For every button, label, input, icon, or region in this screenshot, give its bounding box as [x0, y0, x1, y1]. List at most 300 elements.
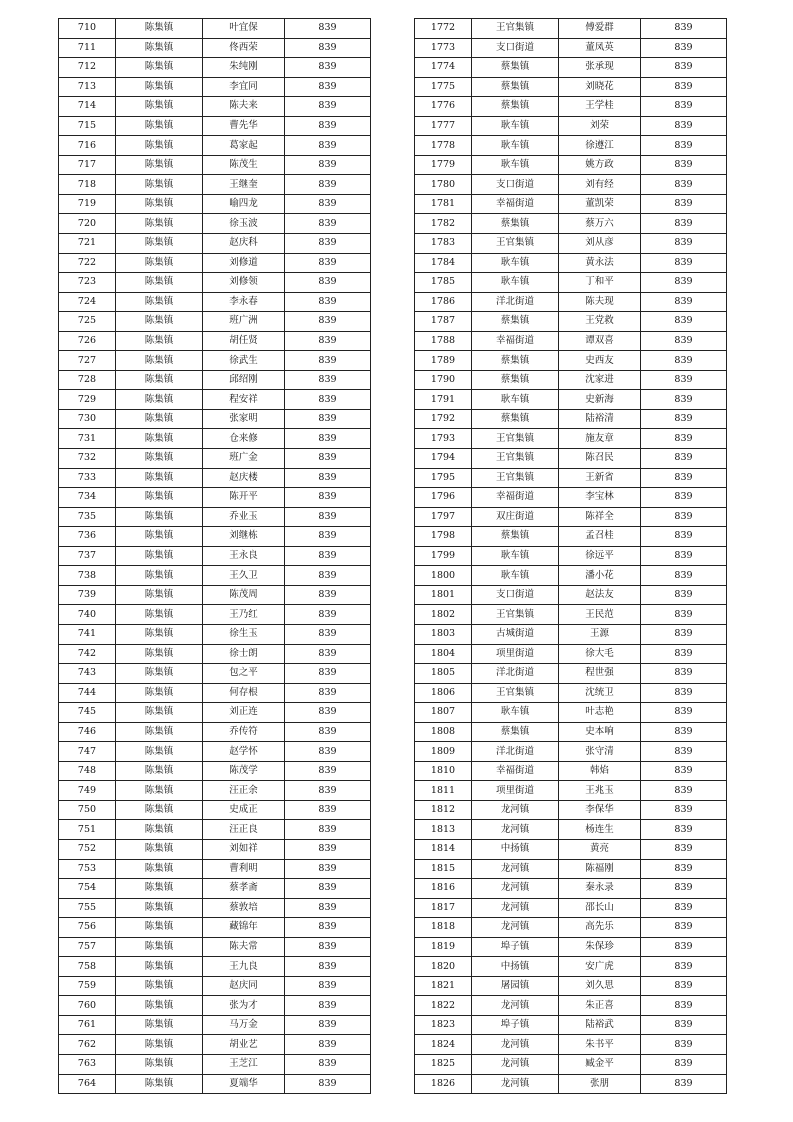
- name-cell: 傅爱群: [559, 19, 641, 39]
- table-row: [415, 449, 727, 469]
- name-cell: 安广虎: [559, 957, 641, 977]
- table-row: [415, 1074, 727, 1094]
- table-row: [415, 644, 727, 664]
- name-cell: 王永良: [203, 546, 285, 566]
- name-cell: 葛家起: [203, 136, 285, 156]
- name-cell: 徐玉波: [203, 214, 285, 234]
- name-cell: 叶宜保: [203, 19, 285, 39]
- name-cell: 朱纯刚: [203, 58, 285, 78]
- town-cell: 蔡集镇: [472, 58, 559, 78]
- town-cell: 龙河镇: [472, 1074, 559, 1094]
- amount-cell: 839: [641, 566, 727, 586]
- amount-cell: 839: [285, 976, 371, 996]
- serial-number-cell: 712: [59, 58, 116, 78]
- serial-number-cell: 1820: [415, 957, 472, 977]
- name-cell: 陈祥全: [559, 507, 641, 527]
- amount-cell: 839: [641, 390, 727, 410]
- town-cell: 陈集镇: [116, 155, 203, 175]
- table-row: [415, 77, 727, 97]
- amount-cell: 839: [641, 879, 727, 899]
- town-cell: 陈集镇: [116, 918, 203, 938]
- serial-number-cell: 761: [59, 1015, 116, 1035]
- town-cell: 埠子镇: [472, 1015, 559, 1035]
- amount-cell: 839: [641, 273, 727, 293]
- town-cell: 支口街道: [472, 175, 559, 195]
- town-cell: 陈集镇: [116, 976, 203, 996]
- name-cell: 姚方政: [559, 155, 641, 175]
- town-cell: 蔡集镇: [472, 351, 559, 371]
- name-cell: 曹利明: [203, 859, 285, 879]
- serial-number-cell: 1782: [415, 214, 472, 234]
- name-cell: 朱书平: [559, 1035, 641, 1055]
- serial-number-cell: 714: [59, 97, 116, 117]
- table-row: [59, 370, 371, 390]
- name-cell: 陆裕清: [559, 409, 641, 429]
- amount-cell: 839: [285, 937, 371, 957]
- name-cell: 汪正余: [203, 781, 285, 801]
- amount-cell: 839: [285, 585, 371, 605]
- name-cell: 刘荣: [559, 116, 641, 136]
- serial-number-cell: 1807: [415, 703, 472, 723]
- amount-cell: 839: [641, 761, 727, 781]
- table-row: [59, 351, 371, 371]
- serial-number-cell: 740: [59, 605, 116, 625]
- roster-table-right-body: [415, 19, 727, 1094]
- town-cell: 陈集镇: [116, 116, 203, 136]
- table-row: [59, 1035, 371, 1055]
- table-row: [59, 116, 371, 136]
- serial-number-cell: 1805: [415, 664, 472, 684]
- serial-number-cell: 747: [59, 742, 116, 762]
- table-row: [59, 429, 371, 449]
- table-row: [59, 722, 371, 742]
- roster-table-right: [414, 18, 727, 1094]
- table-row: [59, 957, 371, 977]
- town-cell: 幸福街道: [472, 194, 559, 214]
- town-cell: 陈集镇: [116, 546, 203, 566]
- serial-number-cell: 727: [59, 351, 116, 371]
- table-row: [415, 937, 727, 957]
- serial-number-cell: 1821: [415, 976, 472, 996]
- table-row: [59, 312, 371, 332]
- serial-number-cell: 1789: [415, 351, 472, 371]
- serial-number-cell: 721: [59, 234, 116, 254]
- table-row: [59, 546, 371, 566]
- name-cell: 陈夫常: [203, 937, 285, 957]
- town-cell: 陈集镇: [116, 273, 203, 293]
- serial-number-cell: 738: [59, 566, 116, 586]
- table-row: [415, 38, 727, 58]
- name-cell: 蔡万六: [559, 214, 641, 234]
- table-row: [59, 58, 371, 78]
- amount-cell: 839: [285, 898, 371, 918]
- amount-cell: 839: [285, 800, 371, 820]
- town-cell: 陈集镇: [116, 664, 203, 684]
- table-row: [59, 664, 371, 684]
- serial-number-cell: 1786: [415, 292, 472, 312]
- town-cell: 耿车镇: [472, 253, 559, 273]
- serial-number-cell: 1813: [415, 820, 472, 840]
- amount-cell: 839: [285, 351, 371, 371]
- name-cell: 陈夫来: [203, 97, 285, 117]
- amount-cell: 839: [641, 253, 727, 273]
- amount-cell: 839: [285, 1054, 371, 1074]
- amount-cell: 839: [285, 546, 371, 566]
- serial-number-cell: 749: [59, 781, 116, 801]
- serial-number-cell: 752: [59, 839, 116, 859]
- name-cell: 徐远平: [559, 546, 641, 566]
- table-row: [59, 77, 371, 97]
- table-row: [415, 761, 727, 781]
- name-cell: 包之平: [203, 664, 285, 684]
- serial-number-cell: 722: [59, 253, 116, 273]
- serial-number-cell: 1811: [415, 781, 472, 801]
- amount-cell: 839: [641, 605, 727, 625]
- table-row: [415, 214, 727, 234]
- amount-cell: 839: [641, 585, 727, 605]
- serial-number-cell: 746: [59, 722, 116, 742]
- town-cell: 耿车镇: [472, 273, 559, 293]
- town-cell: 陈集镇: [116, 527, 203, 547]
- town-cell: 蔡集镇: [472, 97, 559, 117]
- name-cell: 史西友: [559, 351, 641, 371]
- amount-cell: 839: [641, 429, 727, 449]
- name-cell: 韩焰: [559, 761, 641, 781]
- amount-cell: 839: [641, 409, 727, 429]
- serial-number-cell: 763: [59, 1054, 116, 1074]
- table-row: [415, 839, 727, 859]
- town-cell: 陈集镇: [116, 292, 203, 312]
- table-row: [415, 234, 727, 254]
- table-row: [415, 507, 727, 527]
- amount-cell: 839: [285, 957, 371, 977]
- town-cell: 陈集镇: [116, 136, 203, 156]
- roster-table-left-body: [59, 19, 371, 1094]
- name-cell: 王源: [559, 624, 641, 644]
- amount-cell: 839: [285, 253, 371, 273]
- serial-number-cell: 711: [59, 38, 116, 58]
- table-row: [415, 800, 727, 820]
- amount-cell: 839: [285, 312, 371, 332]
- table-row: [59, 175, 371, 195]
- table-row: [415, 1035, 727, 1055]
- town-cell: 洋北街道: [472, 292, 559, 312]
- town-cell: 幸福街道: [472, 331, 559, 351]
- serial-number-cell: 760: [59, 996, 116, 1016]
- table-row: [59, 781, 371, 801]
- town-cell: 龙河镇: [472, 996, 559, 1016]
- amount-cell: 839: [285, 175, 371, 195]
- table-row: [59, 468, 371, 488]
- serial-number-cell: 1780: [415, 175, 472, 195]
- town-cell: 陈集镇: [116, 879, 203, 899]
- name-cell: 曹先华: [203, 116, 285, 136]
- amount-cell: 839: [641, 624, 727, 644]
- table-row: [59, 234, 371, 254]
- amount-cell: 839: [285, 449, 371, 469]
- amount-cell: 839: [641, 38, 727, 58]
- amount-cell: 839: [641, 19, 727, 39]
- roster-table-left: [58, 18, 371, 1094]
- town-cell: 支口街道: [472, 38, 559, 58]
- serial-number-cell: 1823: [415, 1015, 472, 1035]
- name-cell: 乔业玉: [203, 507, 285, 527]
- town-cell: 陈集镇: [116, 507, 203, 527]
- town-cell: 陈集镇: [116, 58, 203, 78]
- amount-cell: 839: [285, 38, 371, 58]
- table-row: [415, 370, 727, 390]
- amount-cell: 839: [641, 1054, 727, 1074]
- name-cell: 王乃红: [203, 605, 285, 625]
- table-row: [415, 664, 727, 684]
- town-cell: 陈集镇: [116, 175, 203, 195]
- table-row: [59, 19, 371, 39]
- table-row: [415, 722, 727, 742]
- serial-number-cell: 1787: [415, 312, 472, 332]
- name-cell: 张守清: [559, 742, 641, 762]
- name-cell: 陈福刚: [559, 859, 641, 879]
- serial-number-cell: 732: [59, 449, 116, 469]
- table-row: [415, 996, 727, 1016]
- amount-cell: 839: [285, 879, 371, 899]
- serial-number-cell: 1800: [415, 566, 472, 586]
- serial-number-cell: 755: [59, 898, 116, 918]
- amount-cell: 839: [641, 234, 727, 254]
- table-row: [59, 742, 371, 762]
- amount-cell: 839: [285, 136, 371, 156]
- serial-number-cell: 1783: [415, 234, 472, 254]
- name-cell: 李保华: [559, 800, 641, 820]
- name-cell: 张为才: [203, 996, 285, 1016]
- town-cell: 龙河镇: [472, 918, 559, 938]
- amount-cell: 839: [641, 781, 727, 801]
- name-cell: 王党救: [559, 312, 641, 332]
- town-cell: 洋北街道: [472, 742, 559, 762]
- amount-cell: 839: [641, 839, 727, 859]
- table-row: [415, 409, 727, 429]
- name-cell: 丁和平: [559, 273, 641, 293]
- amount-cell: 839: [285, 742, 371, 762]
- serial-number-cell: 759: [59, 976, 116, 996]
- serial-number-cell: 1810: [415, 761, 472, 781]
- table-row: [415, 58, 727, 78]
- town-cell: 陈集镇: [116, 370, 203, 390]
- amount-cell: 839: [285, 214, 371, 234]
- town-cell: 陈集镇: [116, 312, 203, 332]
- name-cell: 乔传符: [203, 722, 285, 742]
- town-cell: 陈集镇: [116, 488, 203, 508]
- serial-number-cell: 751: [59, 820, 116, 840]
- serial-number-cell: 1794: [415, 449, 472, 469]
- serial-number-cell: 720: [59, 214, 116, 234]
- table-row: [415, 918, 727, 938]
- serial-number-cell: 719: [59, 194, 116, 214]
- name-cell: 班广金: [203, 449, 285, 469]
- table-row: [59, 859, 371, 879]
- name-cell: 陈茂学: [203, 761, 285, 781]
- amount-cell: 839: [285, 624, 371, 644]
- serial-number-cell: 1809: [415, 742, 472, 762]
- name-cell: 赵学怀: [203, 742, 285, 762]
- table-row: [59, 273, 371, 293]
- table-row: [415, 527, 727, 547]
- name-cell: 杨连生: [559, 820, 641, 840]
- table-row: [415, 624, 727, 644]
- table-row: [415, 488, 727, 508]
- table-row: [415, 155, 727, 175]
- town-cell: 陈集镇: [116, 722, 203, 742]
- serial-number-cell: 748: [59, 761, 116, 781]
- serial-number-cell: 1784: [415, 253, 472, 273]
- amount-cell: 839: [641, 488, 727, 508]
- table-row: [415, 390, 727, 410]
- serial-number-cell: 1806: [415, 683, 472, 703]
- name-cell: 王新省: [559, 468, 641, 488]
- town-cell: 幸福街道: [472, 761, 559, 781]
- serial-number-cell: 1775: [415, 77, 472, 97]
- town-cell: 耿车镇: [472, 116, 559, 136]
- town-cell: 陈集镇: [116, 449, 203, 469]
- town-cell: 幸福街道: [472, 488, 559, 508]
- amount-cell: 839: [285, 566, 371, 586]
- table-row: [415, 859, 727, 879]
- serial-number-cell: 1791: [415, 390, 472, 410]
- table-row: [415, 194, 727, 214]
- name-cell: 蔡孝斋: [203, 879, 285, 899]
- serial-number-cell: 739: [59, 585, 116, 605]
- serial-number-cell: 1772: [415, 19, 472, 39]
- amount-cell: 839: [641, 644, 727, 664]
- town-cell: 陈集镇: [116, 1035, 203, 1055]
- amount-cell: 839: [285, 1035, 371, 1055]
- town-cell: 蔡集镇: [472, 214, 559, 234]
- serial-number-cell: 715: [59, 116, 116, 136]
- amount-cell: 839: [641, 683, 727, 703]
- name-cell: 董凯荣: [559, 194, 641, 214]
- name-cell: 邵长山: [559, 898, 641, 918]
- amount-cell: 839: [641, 918, 727, 938]
- serial-number-cell: 725: [59, 312, 116, 332]
- town-cell: 耿车镇: [472, 546, 559, 566]
- amount-cell: 839: [641, 351, 727, 371]
- table-row: [59, 1054, 371, 1074]
- name-cell: 史成正: [203, 800, 285, 820]
- town-cell: 陈集镇: [116, 253, 203, 273]
- town-cell: 陈集镇: [116, 683, 203, 703]
- amount-cell: 839: [285, 644, 371, 664]
- name-cell: 胡业艺: [203, 1035, 285, 1055]
- amount-cell: 839: [285, 761, 371, 781]
- serial-number-cell: 1793: [415, 429, 472, 449]
- amount-cell: 839: [285, 409, 371, 429]
- serial-number-cell: 758: [59, 957, 116, 977]
- name-cell: 汪正良: [203, 820, 285, 840]
- name-cell: 叶志艳: [559, 703, 641, 723]
- table-row: [59, 194, 371, 214]
- amount-cell: 839: [285, 97, 371, 117]
- name-cell: 谭双喜: [559, 331, 641, 351]
- name-cell: 胡任贤: [203, 331, 285, 351]
- town-cell: 陈集镇: [116, 1015, 203, 1035]
- amount-cell: 839: [641, 703, 727, 723]
- name-cell: 王继奎: [203, 175, 285, 195]
- town-cell: 王官集镇: [472, 605, 559, 625]
- name-cell: 赵庆楼: [203, 468, 285, 488]
- town-cell: 王官集镇: [472, 468, 559, 488]
- table-row: [59, 898, 371, 918]
- name-cell: 王九良: [203, 957, 285, 977]
- serial-number-cell: 726: [59, 331, 116, 351]
- amount-cell: 839: [285, 820, 371, 840]
- table-row: [59, 683, 371, 703]
- town-cell: 中扬镇: [472, 839, 559, 859]
- name-cell: 藏锦年: [203, 918, 285, 938]
- table-row: [415, 429, 727, 449]
- serial-number-cell: 745: [59, 703, 116, 723]
- amount-cell: 839: [285, 331, 371, 351]
- town-cell: 陈集镇: [116, 800, 203, 820]
- table-row: [59, 155, 371, 175]
- table-row: [59, 409, 371, 429]
- serial-number-cell: 1795: [415, 468, 472, 488]
- serial-number-cell: 1814: [415, 839, 472, 859]
- town-cell: 陈集镇: [116, 703, 203, 723]
- serial-number-cell: 1777: [415, 116, 472, 136]
- table-row: [59, 644, 371, 664]
- serial-number-cell: 1790: [415, 370, 472, 390]
- amount-cell: 839: [285, 58, 371, 78]
- serial-number-cell: 723: [59, 273, 116, 293]
- name-cell: 陆裕武: [559, 1015, 641, 1035]
- amount-cell: 839: [641, 214, 727, 234]
- amount-cell: 839: [641, 722, 727, 742]
- town-cell: 项里街道: [472, 781, 559, 801]
- serial-number-cell: 733: [59, 468, 116, 488]
- serial-number-cell: 744: [59, 683, 116, 703]
- table-row: [415, 1015, 727, 1035]
- table-row: [59, 449, 371, 469]
- serial-number-cell: 1798: [415, 527, 472, 547]
- table-row: [415, 566, 727, 586]
- name-cell: 潘小花: [559, 566, 641, 586]
- serial-number-cell: 710: [59, 19, 116, 39]
- town-cell: 陈集镇: [116, 820, 203, 840]
- town-cell: 陈集镇: [116, 194, 203, 214]
- name-cell: 徐士朗: [203, 644, 285, 664]
- amount-cell: 839: [641, 136, 727, 156]
- table-row: [415, 136, 727, 156]
- name-cell: 刘晓花: [559, 77, 641, 97]
- serial-number-cell: 1776: [415, 97, 472, 117]
- amount-cell: 839: [285, 996, 371, 1016]
- amount-cell: 839: [285, 234, 371, 254]
- name-cell: 马万金: [203, 1015, 285, 1035]
- name-cell: 仓来修: [203, 429, 285, 449]
- name-cell: 刘修领: [203, 273, 285, 293]
- name-cell: 沈统卫: [559, 683, 641, 703]
- table-row: [415, 781, 727, 801]
- table-row: [415, 351, 727, 371]
- town-cell: 陈集镇: [116, 957, 203, 977]
- town-cell: 古城街道: [472, 624, 559, 644]
- table-row: [59, 605, 371, 625]
- name-cell: 朱正喜: [559, 996, 641, 1016]
- amount-cell: 839: [285, 507, 371, 527]
- name-cell: 刘从彦: [559, 234, 641, 254]
- name-cell: 董凤英: [559, 38, 641, 58]
- serial-number-cell: 1781: [415, 194, 472, 214]
- amount-cell: 839: [641, 800, 727, 820]
